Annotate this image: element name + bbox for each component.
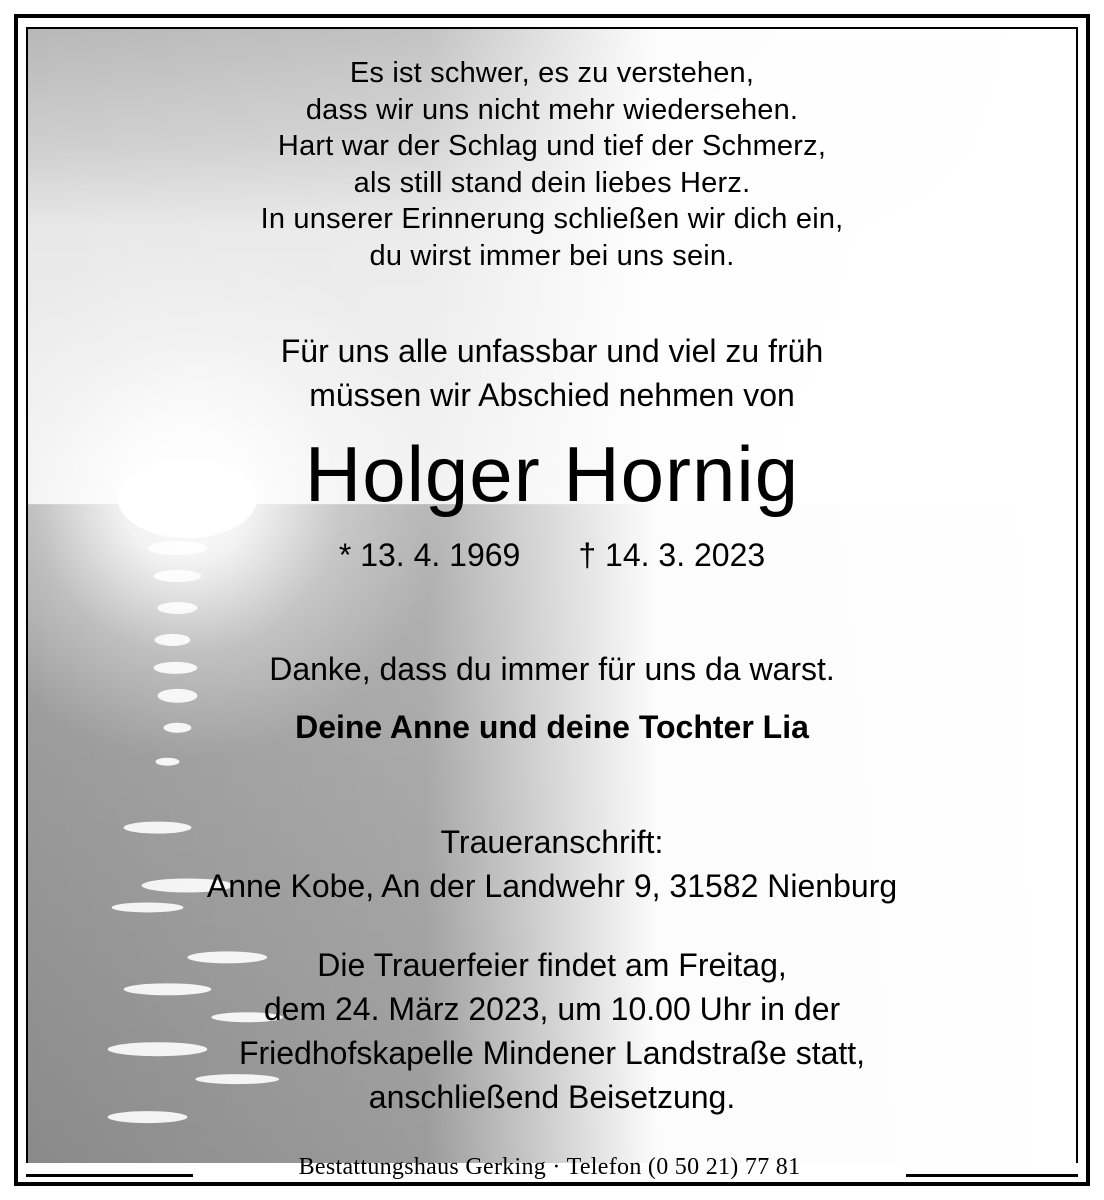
- intro-line: müssen wir Abschied nehmen von: [309, 377, 795, 413]
- intro-line: Für uns alle unfassbar und viel zu früh: [280, 333, 824, 369]
- death-date: † 14. 3. 2023: [578, 537, 766, 573]
- funeral-line: Die Trauerfeier findet am Freitag,: [317, 947, 787, 983]
- deceased-name: Holger Hornig: [304, 430, 800, 518]
- funeral-line: anschließend Beisetzung.: [368, 1079, 736, 1115]
- funeral-notice: [28, 943, 1076, 1119]
- mourners-signature: Deine Anne und deine Tochter Lia: [295, 709, 809, 745]
- poem-line: Es ist schwer, es zu verstehen,: [349, 57, 755, 89]
- poem-line: Hart war der Schlag und tief der Schmerz,: [277, 130, 827, 162]
- thanks-message: Danke, dass du immer für uns da warst.: [269, 651, 835, 687]
- funeral-line: Friedhofskapelle Mindener Landstraße statt,: [238, 1035, 866, 1071]
- life-dates: [28, 535, 1076, 575]
- footer-rule-right: [906, 1174, 1078, 1177]
- funeral-line: dem 24. März 2023, um 10.00 Uhr in der: [263, 991, 841, 1027]
- mourning-address: Anne Kobe, An der Landwehr 9, 31582 Nienburg: [206, 868, 898, 904]
- poem-verse: [28, 55, 1076, 274]
- funeral-home-footer: Bestattungshaus Gerking · Telefon (0 50 21) 77 81: [298, 1154, 801, 1180]
- poem-line: du wirst immer bei uns sein.: [369, 239, 735, 272]
- farewell-intro: [28, 329, 1076, 417]
- footer-rule-left: [26, 1174, 193, 1177]
- poem-line: In unserer Erinnerung schließen wir dich ein,: [260, 203, 844, 235]
- poem-line: dass wir uns nicht mehr wiedersehen.: [305, 93, 799, 126]
- birth-date: * 13. 4. 1969: [338, 537, 521, 573]
- mourning-address-label: Traueranschrift:: [440, 824, 664, 860]
- obituary-panel: [26, 27, 1078, 1163]
- poem-line: als still stand dein liebes Herz.: [353, 166, 751, 199]
